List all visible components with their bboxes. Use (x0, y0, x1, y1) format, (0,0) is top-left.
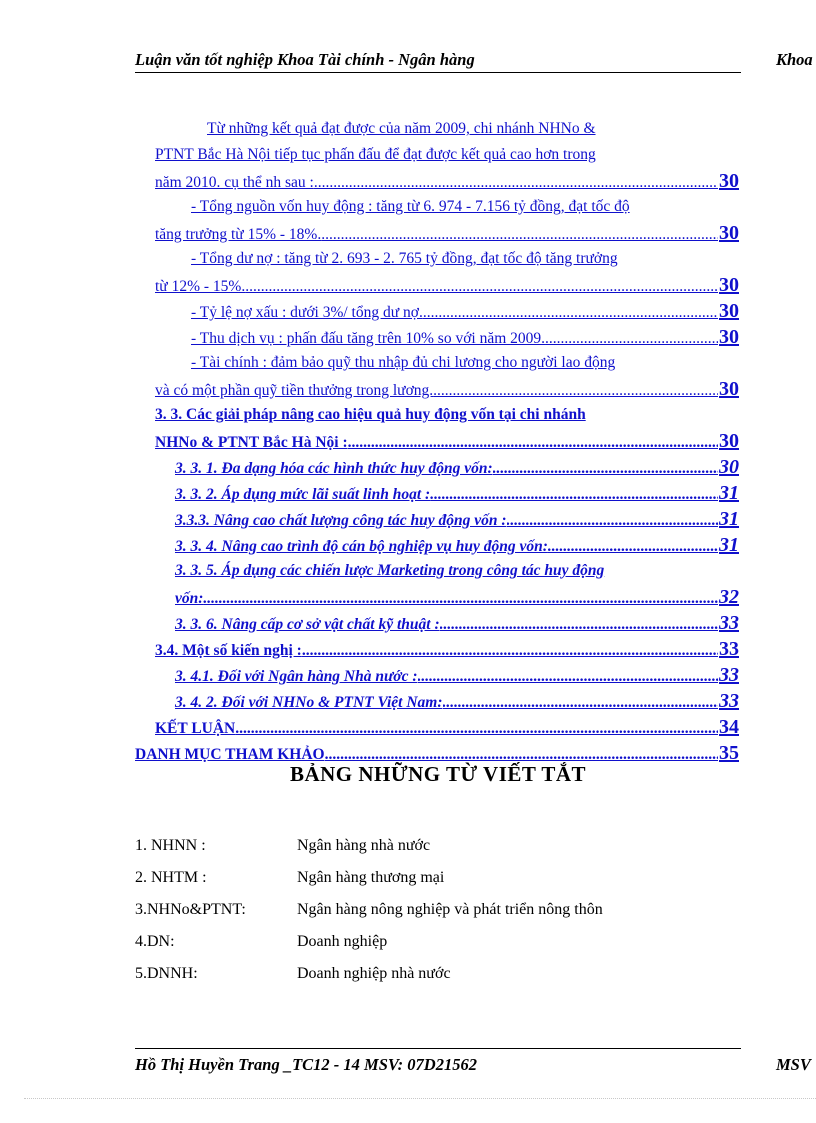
toc-page-number: 33 (719, 690, 739, 712)
toc-intro-entry[interactable] (155, 168, 739, 194)
abbreviation-term: 5.DNNH: (135, 965, 198, 982)
toc-target-entry[interactable] (155, 376, 739, 402)
toc-target-line[interactable]: - Tài chính : đảm bảo quỹ thu nhập đủ chi lương cho người lao động (191, 354, 616, 371)
toc-conclusion[interactable] (155, 714, 739, 740)
toc-page-number: 30 (719, 378, 739, 400)
abbreviation-meaning: Ngân hàng nông nghiệp và phát triển nông thôn (297, 901, 603, 918)
toc-page-number: 30 (719, 326, 739, 348)
abbreviation-row (135, 896, 735, 928)
toc-section-3-3-line-1[interactable]: 3. 3. Các giải pháp nâng cao hiệu quả huy động vốn tại chi nhánh (155, 406, 586, 423)
toc-target-line: tăng trưởng từ 15% - 18%. (155, 226, 322, 243)
toc-target-entry[interactable] (155, 220, 739, 246)
toc-intro-line-1[interactable]: Từ những kết quả đạt được của năm 2009, chi nhánh NHNo & (207, 120, 596, 137)
toc-target-line[interactable]: - Tổng nguồn vốn huy động : tăng từ 6. 974 - 7.156 tỷ đồng, đạt tốc độ (191, 198, 630, 215)
toc-page-number: 30 (719, 456, 739, 478)
toc-subsection-label: 3. 3. 4. Nâng cao trình độ cán bộ nghiệp vụ huy động vốn: (175, 538, 548, 555)
toc-page-number: 35 (719, 742, 739, 764)
toc-subsection-3-3-5-line-2: vốn: (175, 590, 204, 607)
toc-subsection-label: 3. 3. 6. Nâng cấp cơ sở vật chất kỹ thuật : (175, 616, 440, 633)
toc-page-number: 32 (719, 586, 739, 608)
toc-subsection-label: 3.3.3. Nâng cao chất lượng công tác huy động vốn : (175, 512, 507, 529)
page-footer-right: MSV (776, 1055, 811, 1074)
abbreviation-term: 3.NHNo&PTNT: (135, 901, 246, 918)
toc-intro-line-3: năm 2010. cụ thể nh sau : (155, 174, 314, 191)
toc-subsection-label: 3. 3. 1. Đa dạng hóa các hình thức huy động vốn: (175, 460, 493, 477)
abbreviation-row (135, 832, 735, 864)
toc-target-line: và có một phần quỹ tiền thưởng trong lương. (155, 382, 434, 399)
toc-target-entry[interactable] (155, 324, 739, 350)
toc-subsection-label: 3. 4. 2. Đối với NHNo & PTNT Việt Nam: (175, 694, 443, 711)
toc-subsection[interactable] (155, 480, 739, 506)
toc-section-3-4-label: 3.4. Một số kiến nghị : (155, 642, 302, 659)
abbreviation-meaning: Ngân hàng nhà nước (297, 837, 431, 854)
toc-target-line: từ 12% - 15%. (155, 278, 246, 295)
toc-page-number: 33 (719, 638, 739, 660)
toc-target-line: - Thu dịch vụ : phấn đấu tăng trên 10% so với năm 2009. (191, 330, 546, 347)
page-header-right: Khoa (776, 50, 813, 69)
toc-subsection[interactable] (155, 662, 739, 688)
toc-page-number: 33 (719, 612, 739, 634)
toc-target-entry[interactable] (155, 298, 739, 324)
abbreviation-meaning: Ngân hàng thương mại (297, 869, 445, 886)
toc-page-number: 30 (719, 274, 739, 296)
page-bottom-edge (24, 1098, 816, 1099)
toc-page-number: 33 (719, 664, 739, 686)
toc-subsection[interactable] (155, 454, 739, 480)
page-footer-author: Hồ Thị Huyền Trang _TC12 - 14 MSV: 07D21562 (135, 1048, 741, 1075)
toc-page-number: 30 (719, 300, 739, 322)
toc-subsection[interactable] (155, 532, 739, 558)
toc-conclusion-label: KẾT LUẬN (155, 720, 236, 737)
toc-page-number: 31 (719, 534, 739, 556)
toc-subsection-label: 3. 3. 2. Áp dụng mức lãi suất linh hoạt : (175, 486, 431, 503)
toc-subsection[interactable] (155, 584, 739, 610)
toc-subsection-3-3-5-line-1[interactable]: 3. 3. 5. Áp dụng các chiến lược Marketing trong công tác huy động (175, 562, 605, 579)
abbreviation-row (135, 928, 735, 960)
abbreviation-term: 4.DN: (135, 933, 175, 950)
toc-target-line[interactable]: - Tổng dư nợ : tăng từ 2. 693 - 2. 765 tỷ đồng, đạt tốc độ tăng trưởng (191, 250, 618, 267)
toc-page-number: 30 (719, 430, 739, 452)
toc-page-number: 30 (719, 222, 739, 244)
toc-target-entry[interactable] (155, 272, 739, 298)
toc-target-line: - Tỷ lệ nợ xấu : dưới 3%/ tổng dư nợ. (191, 304, 423, 321)
abbreviation-row (135, 960, 735, 992)
toc-section-3-3-line-2: NHNo & PTNT Bắc Hà Nội : (155, 434, 348, 451)
abbreviation-meaning: Doanh nghiệp nhà nước (297, 965, 451, 982)
toc-section-3-4[interactable] (155, 636, 739, 662)
abbreviation-term: 2. NHTM : (135, 869, 207, 886)
toc-page-number: 34 (719, 716, 739, 738)
toc-page-number: 30 (719, 170, 739, 192)
abbreviations-title: BẢNG NHỮNG TỪ VIẾT TẮT (289, 762, 587, 786)
toc-subsection[interactable] (155, 688, 739, 714)
toc-subsection-label: 3. 4.1. Đối với Ngân hàng Nhà nước : (175, 668, 418, 685)
abbreviation-row (135, 864, 735, 896)
toc-page-number: 31 (719, 482, 739, 504)
toc-section-3-3[interactable] (155, 428, 739, 454)
abbreviation-meaning: Doanh nghiệp (297, 933, 388, 950)
toc-subsection[interactable] (155, 610, 739, 636)
toc-page-number: 31 (719, 508, 739, 530)
table-of-contents (135, 116, 739, 766)
abbreviations-list (135, 832, 735, 992)
toc-references-label: DANH MỤC THAM KHẢO (135, 746, 325, 763)
toc-intro-line-2[interactable]: PTNT Bắc Hà Nội tiếp tục phấn đấu để đạt được kết quả cao hơn trong (155, 146, 596, 163)
page-header-title: Luận văn tốt nghiệp Khoa Tài chính - Ngân hàng (135, 50, 741, 73)
toc-subsection[interactable] (155, 506, 739, 532)
abbreviation-term: 1. NHNN : (135, 837, 206, 854)
